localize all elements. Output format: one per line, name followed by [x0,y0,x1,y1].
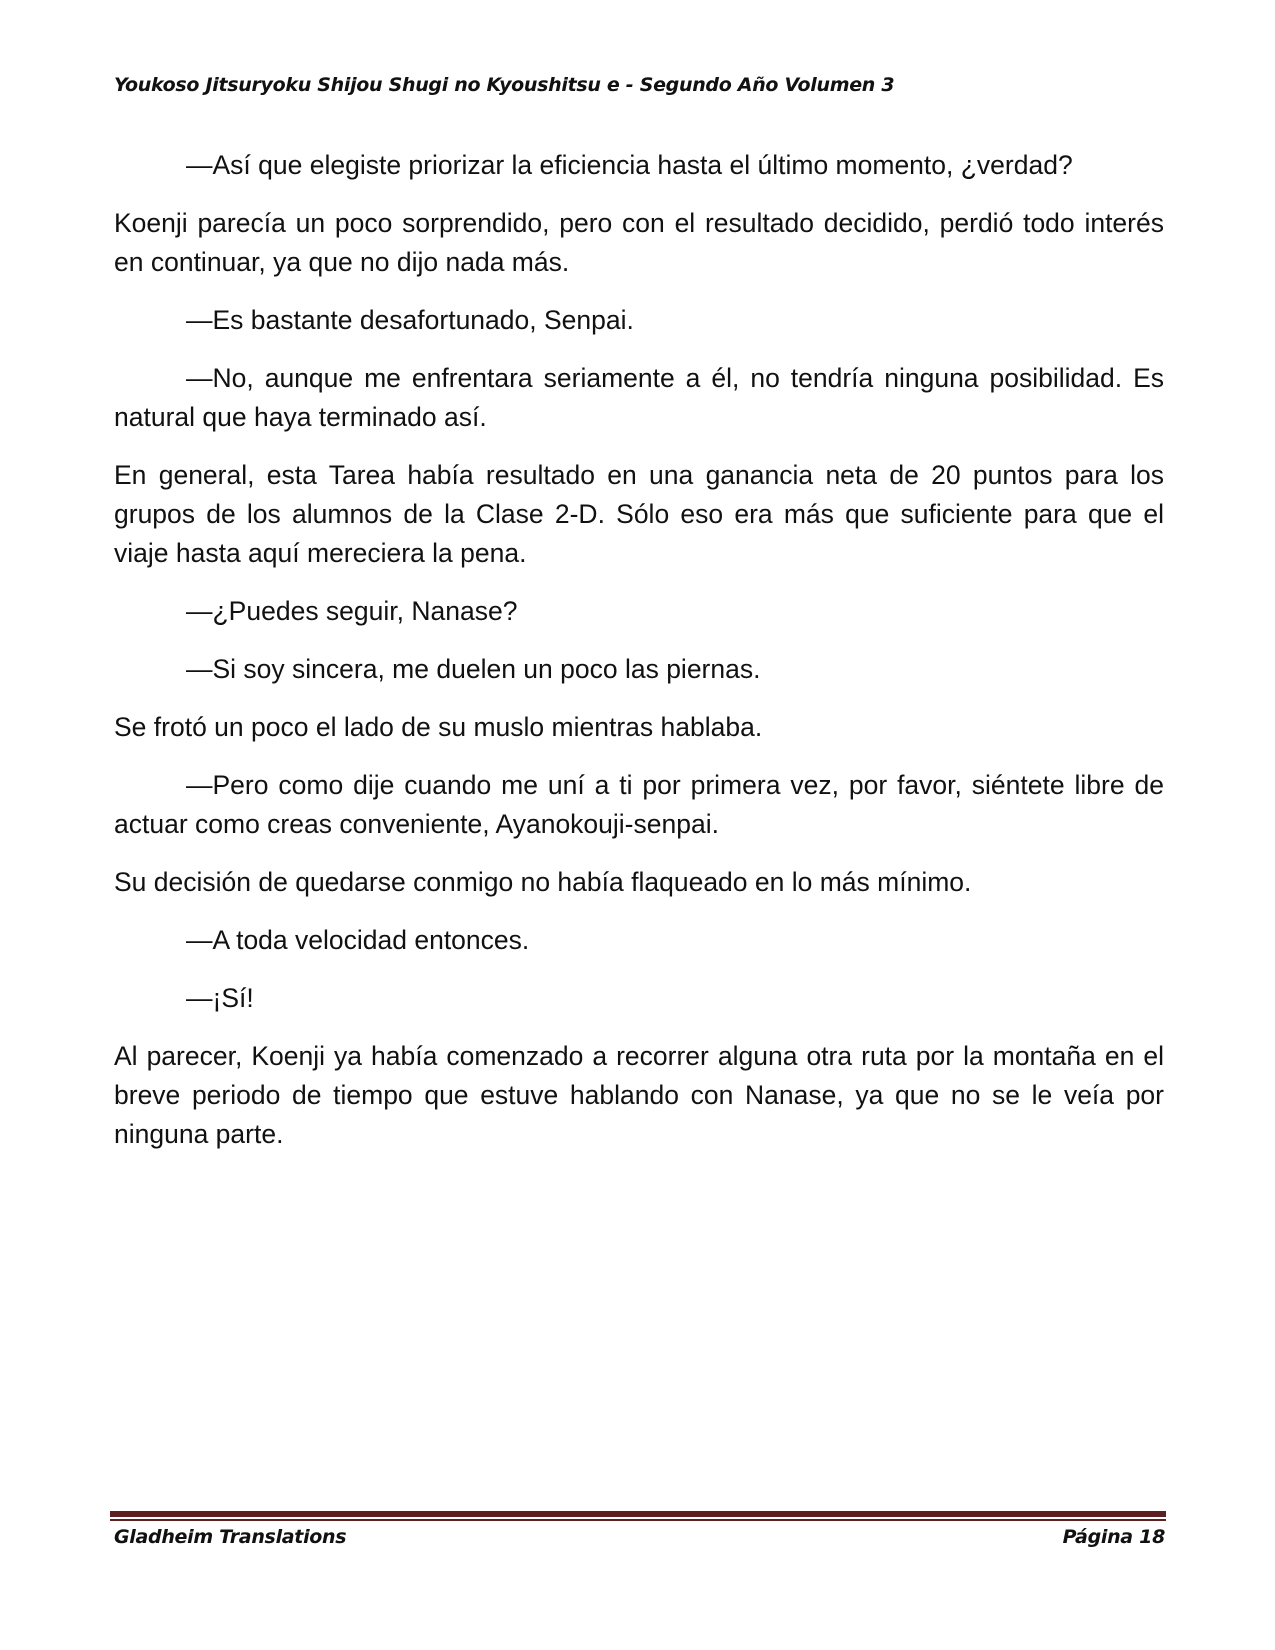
paragraph: —Es bastante desafortunado, Senpai. [186,305,634,335]
paragraph: Se frotó un poco el lado de su muslo mientras hablaba. [114,712,763,742]
paragraph: —No, aunque me enfrentara seriamente a él, no tendría ninguna posibilidad. Es natural que haya terminado así. [114,363,1164,432]
paragraph: Koenji parecía un poco sorprendido, pero con el resultado decidido, perdió todo interés en continuar, ya que no dijo nada más. [114,208,1164,277]
paragraph: —Así que elegiste priorizar la eficiencia hasta el último momento, ¿verdad? [186,150,1073,180]
running-header: Youkoso Jitsuryoku Shijou Shugi no Kyoushitsu e - Segundo Año Volumen 3 [114,74,895,96]
footer-divider-thin [110,1519,1166,1521]
page-number: Página 18 [1062,1526,1165,1548]
paragraph: —¡Sí! [186,983,254,1013]
body-text [114,146,1164,1173]
paragraph: En general, esta Tarea había resultado en una ganancia neta de 20 puntos para los grupos de los alumnos de la Clase 2-D. Sólo eso era más que suficiente para que el viaje hasta aquí mereciera la pena. [114,460,1164,568]
footer-publisher: Gladheim Translations [114,1526,347,1548]
paragraph: —Si soy sincera, me duelen un poco las piernas. [186,654,761,684]
paragraph: Su decisión de quedarse conmigo no había flaqueado en lo más mínimo. [114,867,972,897]
paragraph: —¿Puedes seguir, Nanase? [186,596,518,626]
paragraph: —A toda velocidad entonces. [186,925,530,955]
footer-divider [110,1511,1166,1517]
paragraph: Al parecer, Koenji ya había comenzado a recorrer alguna otra ruta por la montaña en el breve periodo de tiempo que estuve hablando con Nanase, ya que no se le veía por ninguna parte. [114,1041,1164,1149]
paragraph: —Pero como dije cuando me uní a ti por primera vez, por favor, siéntete libre de actuar como creas conveniente, Ayanokouji-senpai. [114,770,1164,839]
